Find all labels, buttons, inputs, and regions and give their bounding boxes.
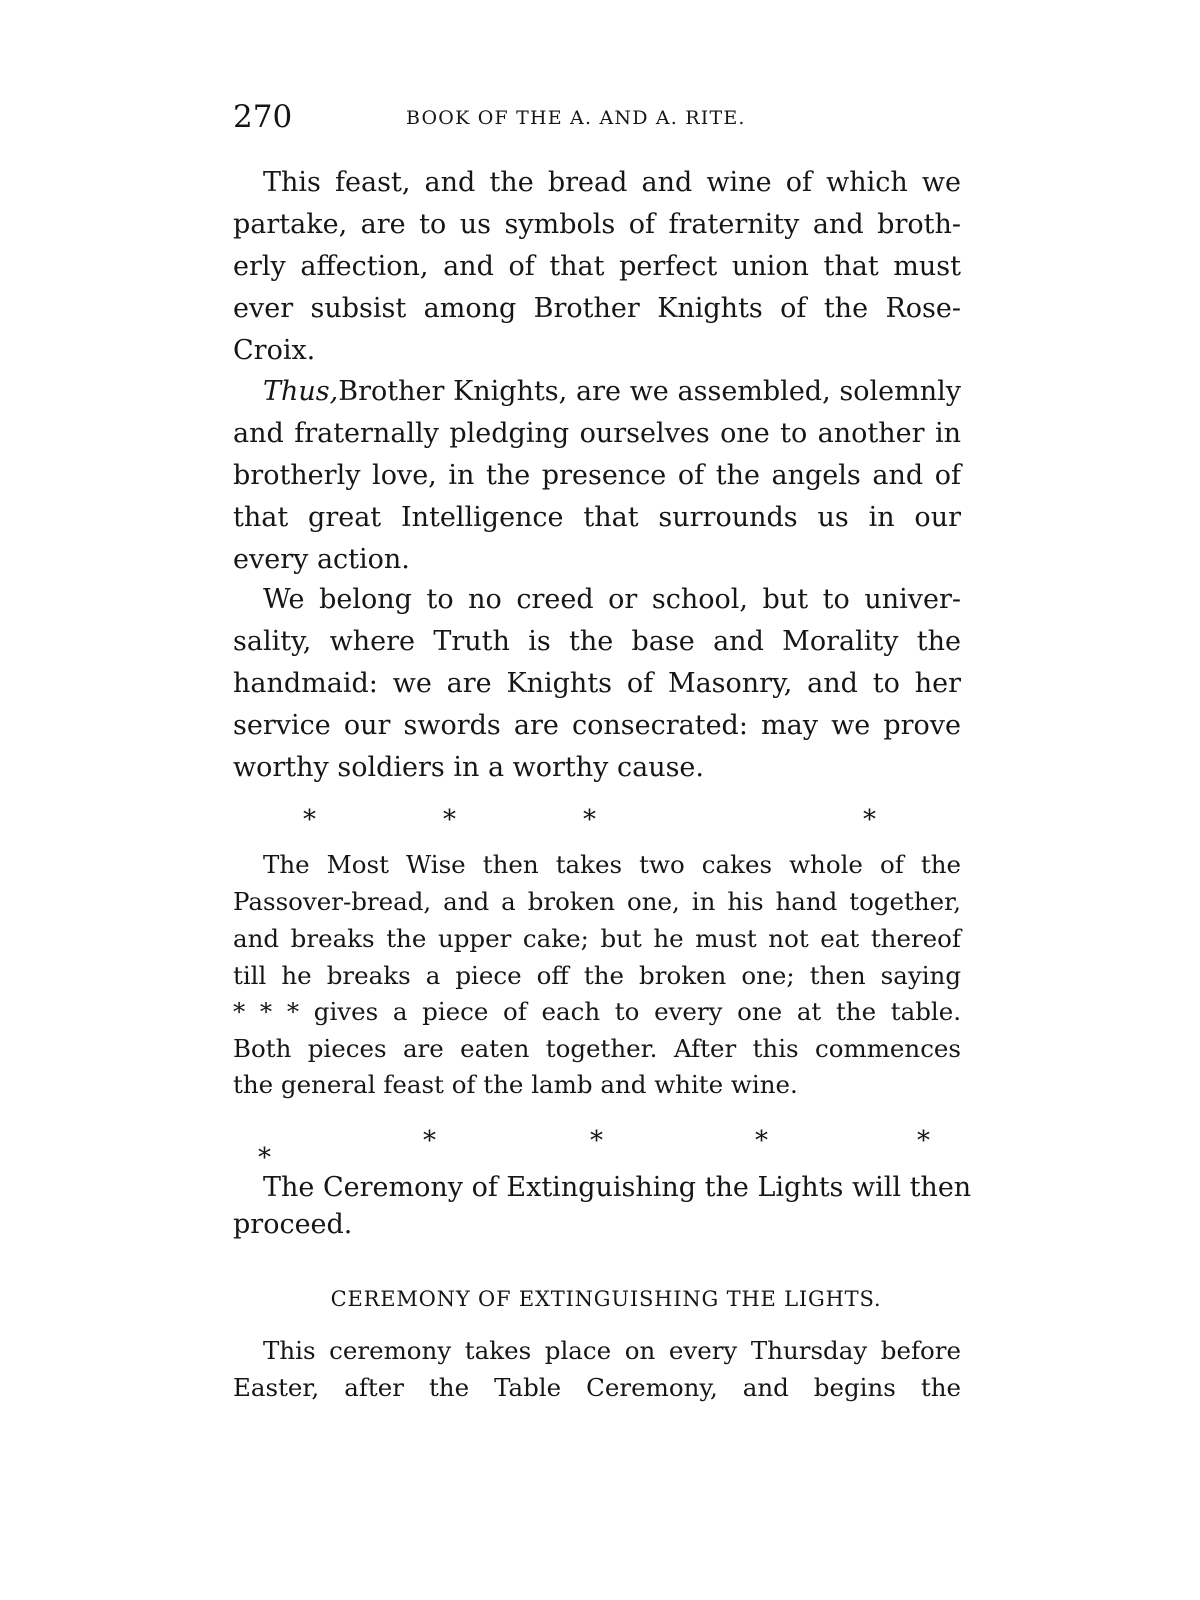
paragraph-4-line: Both pieces are eaten together. After this commences [233,1034,961,1063]
paragraph-2-line: brotherly love, in the presence of the angels and of [233,460,961,491]
paragraph-2-line: and fraternally pledging ourselves one to another in [233,418,961,449]
asterisk-separator: * [590,1126,603,1156]
asterisk-separator: * [303,805,316,835]
paragraph-3-line: sality, where Truth is the base and Morality the [233,626,961,657]
paragraph-4-line: the general feast of the lamb and white wine. [233,1070,798,1099]
asterisk-separator: * [443,805,456,835]
asterisk-separator: * [917,1126,930,1156]
paragraph-3-line: handmaid: we are Knights of Masonry, and to her [233,668,961,699]
paragraph-5-line: The Ceremony of Extinguishing the Lights will then [263,1172,972,1203]
paragraph-1-line: erly affection, and of that perfect union that must [233,251,961,282]
asterisk-separator: * [583,805,596,835]
asterisk-separator: * [258,1143,271,1173]
paragraph-2-line: Brother Knights, are we assembled, solemnly [338,376,961,407]
paragraph-2-line: every action. [233,544,410,575]
section-heading: CEREMONY OF EXTINGUISHING THE LIGHTS. [330,1287,882,1311]
page-header [233,97,821,137]
paragraph-5-line: proceed. [233,1209,353,1240]
paragraph-3-line: service our swords are consecrated: may we prove [233,710,961,741]
asterisk-separator: * [755,1126,768,1156]
asterisk-separator: * [863,805,876,835]
paragraph-6-line: This ceremony takes place on every Thursday before [263,1336,961,1365]
paragraph-1-line: ever subsist among Brother Knights of the Rose- [233,293,961,324]
asterisk-separator: * [423,1126,436,1156]
running-title: BOOK OF THE A. AND A. RITE. [406,107,746,129]
paragraph-3-line: We belong to no creed or school, but to univer- [263,584,961,615]
paragraph-4-line: and breaks the upper cake; but he must not eat thereof [233,924,961,953]
paragraph-1-line: partake, are to us symbols of fraternity and broth- [233,209,961,240]
paragraph-4-line: till he breaks a piece off the broken one; then saying [233,961,961,990]
paragraph-3-line: worthy soldiers in a worthy cause. [233,752,704,783]
paragraph-4-line: Passover-bread, and a broken one, in his hand together, [233,887,961,916]
paragraph-2-line: that great Intelligence that surrounds us in our [233,502,961,533]
paragraph-6-line: Easter, after the Table Ceremony, and begins the [233,1373,961,1402]
paragraph-4-line: The Most Wise then takes two cakes whole of the [263,850,961,879]
paragraph-1-line: This feast, and the bread and wine of which we [263,167,961,198]
italic-lead-word: Thus, [263,376,339,407]
paragraph-4-line: * * * gives a piece of each to every one at the table. [233,997,961,1026]
page-number: 270 [233,99,293,135]
paragraph-2-first-line [263,374,961,410]
paragraph-1-line: Croix. [233,335,316,366]
